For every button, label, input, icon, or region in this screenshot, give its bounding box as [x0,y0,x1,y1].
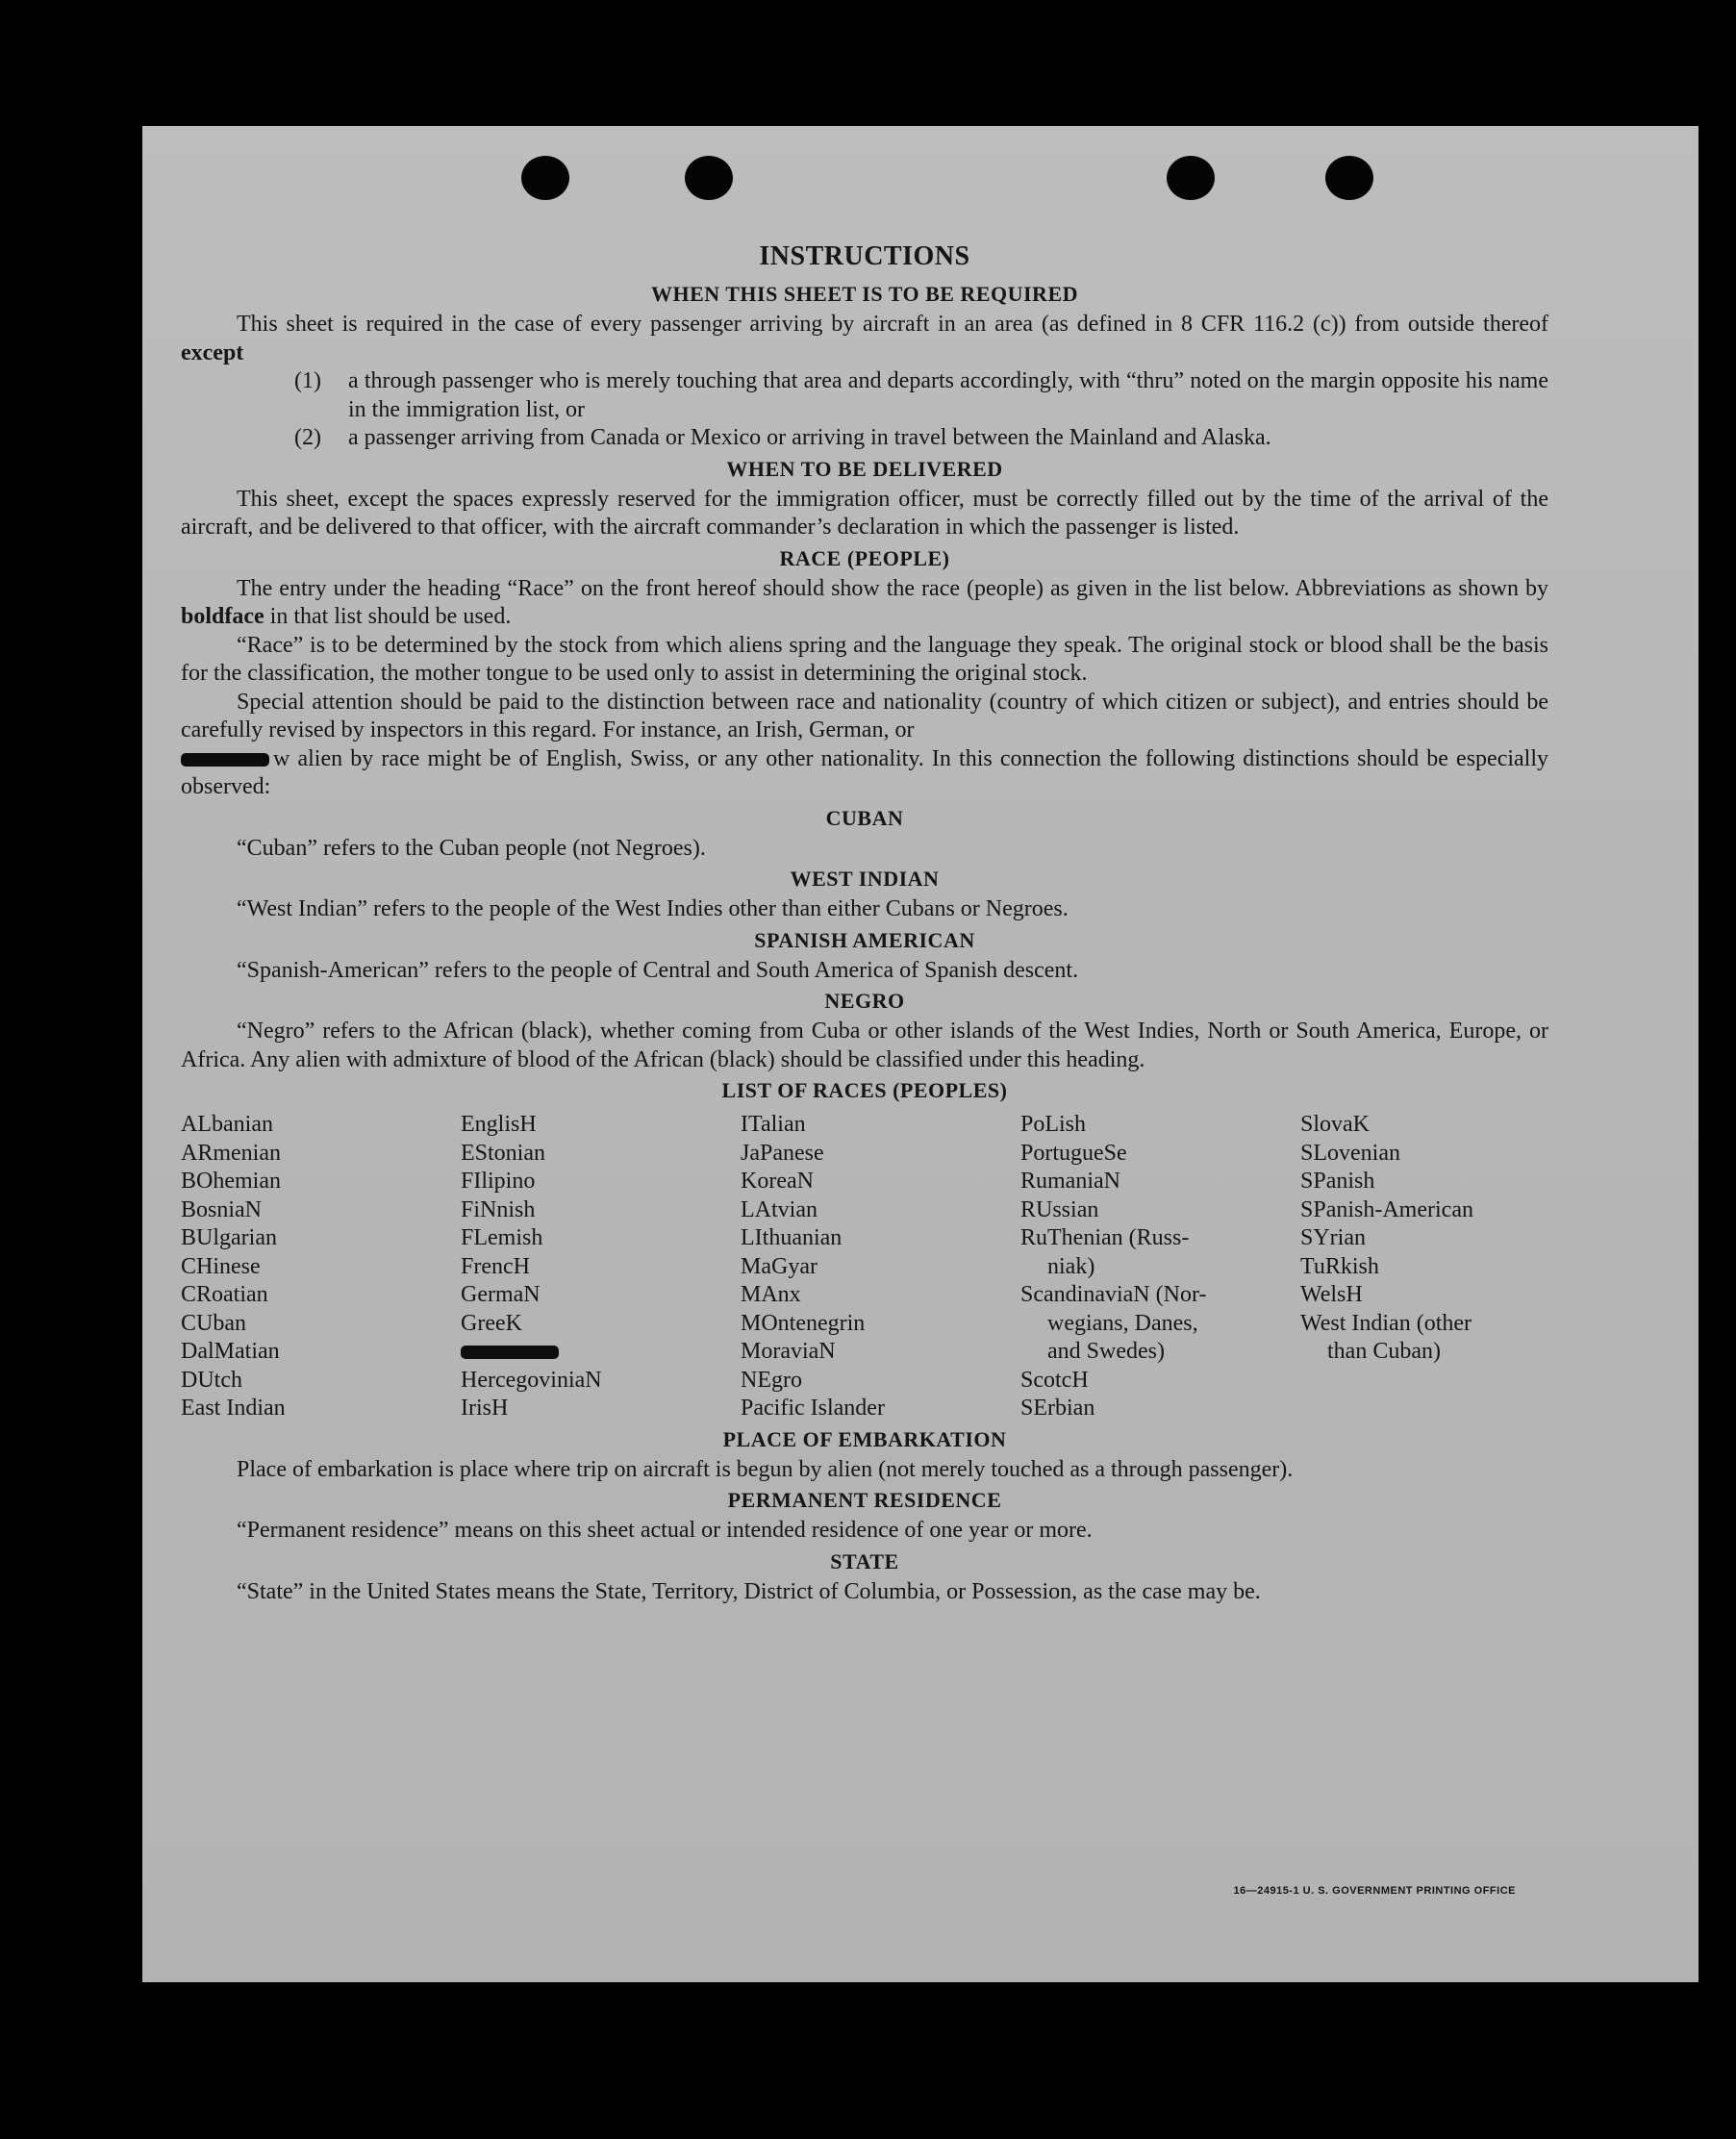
list-item: TuRkish [1300,1253,1379,1279]
printer-imprint: 16—24915-1 U. S. GOVERNMENT PRINTING OFFICE [1233,1885,1516,1897]
list-item: EnglisH [461,1112,537,1137]
page-title: INSTRUCTIONS [759,241,970,271]
list-item: FiNnish [461,1196,536,1222]
heading-race: RACE (PEOPLE) [779,545,950,570]
paragraph-state: “State” in the United States means the State, Territory, District of Columbia, or Possession, as the case may be. [237,1578,1261,1604]
list-item: JaPanese [741,1140,824,1166]
heading-permanent-residence: PERMANENT RESIDENCE [727,1488,1002,1512]
paragraph-west-indian: “West Indian” refers to the people of the West Indies other than either Cubans or Negroes. [237,896,1069,921]
list-item: BUlgarian [181,1225,277,1250]
list-item: and Swedes) [1047,1339,1165,1364]
list-item: GermaN [461,1282,541,1307]
list-item: RuThenian (Russ- [1020,1225,1190,1250]
list-item: KoreaN [741,1169,814,1194]
list-item: NEgro [741,1367,802,1393]
paragraph-spanish-american: “Spanish-American” refers to the people of Central and South America of Spanish descent. [237,957,1079,983]
list-item: wegians, Danes, [1047,1310,1198,1336]
list-item: SLovenian [1300,1140,1400,1166]
paragraph-when-required: This sheet is required in the case of every passenger arriving by aircraft in an area (as defined in 8 CFR 116.2 (c)) from outside thereof except [181,312,1548,365]
paragraph-negro: “Negro” refers to the African (black), whether coming from Cuba or other islands of the West Indies, North or South America, Europe, or Africa. Any alien with admixture of blood of the African (black) should be classified under this heading. [181,1019,1548,1072]
race-column [1020,1111,1300,1423]
list-item: FrencH [461,1253,530,1279]
list-item: FIlipino [461,1169,536,1194]
punch-hole [1325,156,1373,200]
list-item: CHinese [181,1253,261,1279]
heading-cuban: CUBAN [825,805,904,830]
paragraph-race-1: The entry under the heading “Race” on the front hereof should show the race (people) as given in the list below. Abbreviations as shown by boldface in that list should be used. [181,575,1548,629]
list-item: (1) a through passenger who is merely touching that area and departs accordingly, with “thru” noted on the margin opposite his name in the immigration list, or [294,368,1548,422]
list-item: RUssian [1020,1196,1099,1222]
list-item: IrisH [461,1396,509,1421]
list-item: DUtch [181,1367,242,1393]
list-item: SYrian [1300,1225,1366,1250]
list-item: LIthuanian [741,1225,843,1250]
list-item: GreeK [461,1310,522,1336]
list-item: DalMatian [181,1339,280,1364]
list-item: BosniaN [181,1196,262,1222]
list-item: PortugueSe [1020,1140,1127,1166]
race-column [1300,1111,1580,1423]
list-item: niak) [1047,1253,1095,1279]
list-item: SErbian [1020,1396,1095,1421]
list-item: RumaniaN [1020,1169,1120,1194]
document-body [181,241,1548,1606]
race-column [181,1111,461,1423]
list-item: MaGyar [741,1253,818,1279]
heading-spanish-american: SPANISH AMERICAN [754,927,975,952]
punch-hole [521,156,569,200]
list-item: ITalian [741,1112,806,1137]
list-item: MoraviaN [741,1339,836,1364]
list-item: LAtvian [741,1196,818,1222]
heading-state: STATE [830,1548,899,1573]
list-item: (2) a passenger arriving from Canada or Mexico or arriving in travel between the Mainland and Alaska. [294,425,1271,450]
list-item: HercegoviniaN [461,1367,602,1393]
list-item: West Indian (other [1300,1310,1472,1336]
heading-negro: NEGRO [824,989,905,1013]
list-item: SPanish [1300,1169,1375,1194]
race-list [181,1111,1548,1423]
paragraph-permanent-residence: “Permanent residence” means on this sheet actual or intended residence of one year or more. [237,1518,1093,1543]
punch-hole [685,156,733,200]
list-item: ScandinaviaN (Nor- [1020,1282,1207,1307]
redaction-mark [181,753,269,767]
paragraph-race-3: Special attention should be paid to the distinction between race and nationality (country of which citizen or subject), and entries should be carefully revised by inspectors in this regard. For instance, an Irish, German, or w alien by race might be of English, Swiss, or any other nationality. In this connection the following distinctions should be especially observed: [181,689,1548,799]
list-item: East Indian [181,1396,286,1421]
list-item: than Cuban) [1327,1339,1441,1364]
document-sheet [142,126,1698,1982]
list-item: FLemish [461,1225,543,1250]
punch-hole [1167,156,1215,200]
list-item: ScotcH [1020,1367,1089,1393]
heading-west-indian: WEST INDIAN [790,867,940,891]
list-item: SPanish-American [1300,1196,1473,1222]
list-item: Pacific Islander [741,1396,885,1421]
list-item: ALbanian [181,1112,273,1137]
list-item: BOhemian [181,1169,281,1194]
heading-when-delivered: WHEN TO BE DELIVERED [726,456,1003,481]
redaction-mark [461,1346,559,1359]
heading-when-required: WHEN THIS SHEET IS TO BE REQUIRED [650,282,1079,306]
paragraph-when-delivered: This sheet, except the spaces expressly reserved for the immigration officer, must be correctly filled out by the time of the arrival of the aircraft, and be delivered to that officer, with the aircraft commander’s declaration in which the passenger is listed. [181,486,1548,540]
race-column [741,1111,1020,1423]
list-item: CUban [181,1310,246,1336]
race-column [461,1111,741,1423]
heading-list-of-races: LIST OF RACES (PEOPLES) [721,1078,1008,1102]
heading-embarkation: PLACE OF EMBARKATION [722,1426,1007,1451]
paragraph-race-2: “Race” is to be determined by the stock from which aliens spring and the language they speak. The original stock or blood shall be the basis for the classification, the mother tongue to be used only to assist in determining the original stock. [181,632,1548,686]
list-item: PoLish [1020,1112,1087,1137]
list-item: EStonian [461,1140,545,1166]
list-item: CRoatian [181,1282,268,1307]
list-item: SlovaK [1300,1112,1370,1137]
list-item: MAnx [741,1282,801,1307]
list-item: MOntenegrin [741,1310,866,1336]
list-item-redacted [461,1338,741,1367]
list-item: ARmenian [181,1140,281,1166]
paragraph-cuban: “Cuban” refers to the Cuban people (not Negroes). [237,835,706,861]
paragraph-embarkation: Place of embarkation is place where trip on aircraft is begun by alien (not merely touched as a through passenger). [237,1456,1294,1482]
list-item: WelsH [1300,1282,1363,1307]
